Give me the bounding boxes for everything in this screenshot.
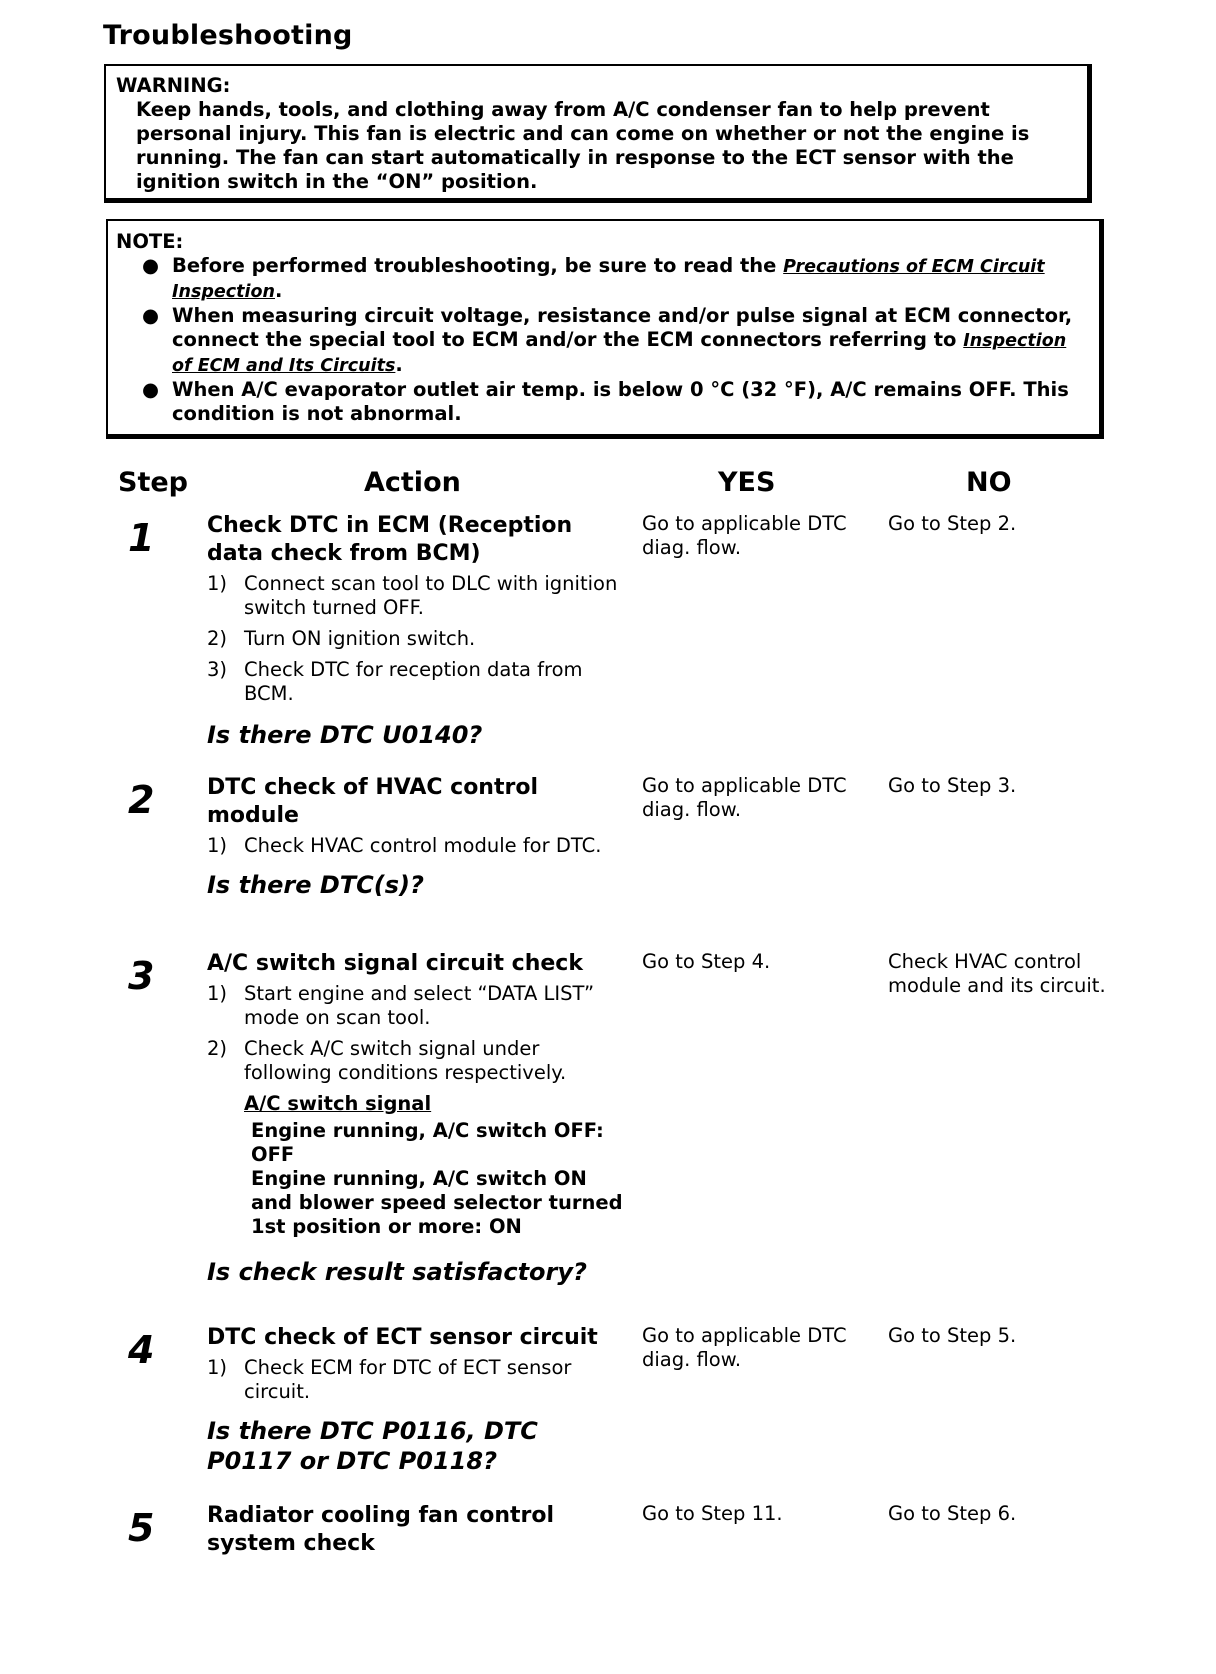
- step-yes: Go to applicable DTC diag. flow.: [642, 1324, 847, 1371]
- substep-number: 3): [207, 658, 228, 681]
- step-no: Go to Step 2.: [888, 512, 1017, 535]
- signal-condition: Engine running, A/C switch ON and blower speed selector turned 1st position or more: ON: [251, 1167, 623, 1238]
- step-yes: Go to applicable DTC diag. flow.: [642, 774, 847, 821]
- step-number: 2: [128, 778, 155, 822]
- note-text-end: .: [275, 279, 283, 302]
- warning-line: personal injury. This fan is electric and can come on whether or not the engine is: [136, 122, 1030, 145]
- inspection-link[interactable]: Inspection of ECM and Its Circuits: [172, 331, 1067, 376]
- substep: [207, 834, 627, 858]
- bullet-icon: ●: [142, 304, 160, 327]
- step-no: Go to Step 5.: [888, 1324, 1017, 1347]
- column-header-step: Step: [118, 467, 188, 498]
- step-yes: Go to Step 11.: [642, 1502, 783, 1525]
- substep: [207, 1037, 627, 1085]
- warning-box: [104, 64, 1092, 203]
- step-action: [207, 774, 627, 900]
- substep: [207, 1356, 627, 1404]
- step-question: Is there DTC U0140?: [207, 721, 483, 749]
- step-action: [207, 512, 627, 750]
- step-question: Is there DTC P0116, DTC P0117 or DTC P0118?: [207, 1417, 538, 1475]
- step-number: 5: [128, 1506, 155, 1550]
- step-no: Go to Step 3.: [888, 774, 1017, 797]
- column-header-no: NO: [966, 467, 1012, 498]
- substep-number: 1): [207, 834, 228, 857]
- step-number: 3: [128, 954, 155, 998]
- step-question: Is check result satisfactory?: [207, 1258, 587, 1286]
- step-number: 1: [128, 516, 155, 560]
- step-title: A/C switch signal circuit check: [207, 951, 583, 976]
- substep-text: Check A/C switch signal under following conditions respectively.: [244, 1037, 567, 1084]
- step-title: DTC check of ECT sensor circuit: [207, 1325, 598, 1350]
- substep-number: 1): [207, 982, 228, 1005]
- substep-text: Check ECM for DTC of ECT sensor circuit.: [244, 1356, 572, 1403]
- signal-condition: Engine running, A/C switch OFF: OFF: [251, 1119, 604, 1166]
- note-text-end: .: [395, 353, 403, 376]
- warning-line: ignition switch in the “ON” position.: [136, 170, 538, 193]
- substep: [207, 982, 627, 1030]
- note-box: [106, 219, 1104, 439]
- warning-line: running. The fan can start automatically in response to the ECT sensor with the: [136, 146, 1014, 169]
- note-text: Before performed troubleshooting, be sure to read the: [172, 254, 784, 277]
- step-action: [207, 1324, 627, 1476]
- step-title: Check DTC in ECM (Reception data check from BCM): [207, 513, 573, 566]
- substep-number: 1): [207, 572, 228, 595]
- step-no: Check HVAC control module and its circuit.: [888, 950, 1106, 997]
- substep: [207, 658, 627, 706]
- bullet-icon: ●: [142, 254, 160, 277]
- substep-list: [207, 834, 627, 858]
- substep-list: [207, 982, 627, 1085]
- substep-number: 2): [207, 627, 228, 650]
- substep-list: [207, 572, 627, 706]
- substep-text: Turn ON ignition switch.: [244, 627, 476, 650]
- step-number: 4: [128, 1328, 155, 1372]
- precautions-link[interactable]: Precautions of ECM Circuit Inspection: [172, 257, 1045, 302]
- note-label: NOTE:: [116, 230, 184, 253]
- note-text: When measuring circuit voltage, resistance and/or pulse signal at ECM connector, connect the special tool to ECM and/or the ECM connectors referring to: [172, 304, 1073, 351]
- substep-text: Check DTC for reception data from BCM.: [244, 658, 583, 705]
- column-header-action: Action: [364, 467, 461, 498]
- signal-heading: A/C switch signal: [244, 1092, 432, 1115]
- substep-text: Connect scan tool to DLC with ignition switch turned OFF.: [244, 572, 618, 619]
- note-list: [116, 254, 1085, 426]
- note-item: [116, 378, 1085, 426]
- note-item: [116, 304, 1085, 378]
- substep: [207, 572, 627, 620]
- substep-text: Start engine and select “DATA LIST” mode on scan tool.: [244, 982, 595, 1029]
- warning-line: Keep hands, tools, and clothing away from A/C condenser fan to help prevent: [136, 98, 990, 121]
- substep-number: 2): [207, 1037, 228, 1060]
- note-item: [116, 254, 1085, 304]
- step-question: Is there DTC(s)?: [207, 871, 424, 899]
- step-title: DTC check of HVAC control module: [207, 775, 538, 828]
- step-action: [207, 1502, 587, 1558]
- step-title: Radiator cooling fan control system check: [207, 1503, 555, 1556]
- substep: [207, 627, 627, 651]
- note-text: When A/C evaporator outlet air temp. is below 0 °C (32 °F), A/C remains OFF. This condition is not abnormal.: [172, 378, 1069, 425]
- step-no: Go to Step 6.: [888, 1502, 1017, 1525]
- substep-text: Check HVAC control module for DTC.: [244, 834, 602, 857]
- substep-number: 1): [207, 1356, 228, 1379]
- step-action: [207, 950, 627, 1287]
- page-title: Troubleshooting: [103, 20, 353, 51]
- step-yes: Go to applicable DTC diag. flow.: [642, 512, 847, 559]
- step-yes: Go to Step 4.: [642, 950, 771, 973]
- bullet-icon: ●: [142, 378, 160, 401]
- warning-label: WARNING:: [116, 74, 231, 97]
- substep-list: [207, 1356, 627, 1404]
- column-header-yes: YES: [718, 467, 776, 498]
